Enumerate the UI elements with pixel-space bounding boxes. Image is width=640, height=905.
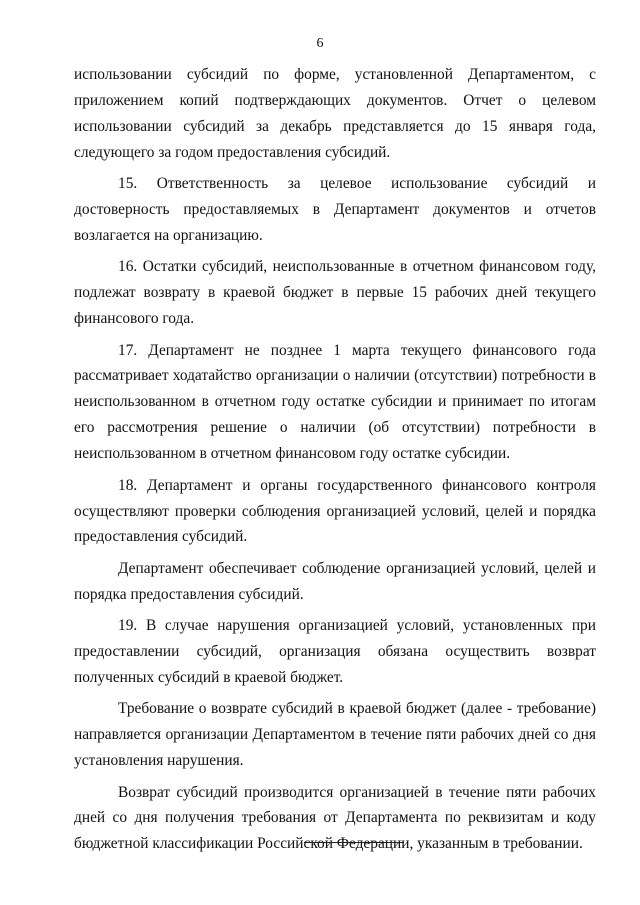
paragraph-19-requirement: Требование о возврате субсидий в краевой бюджет (далее - требование) направляется организации Департаментом в течение пяти рабочих дней со дня установления нарушения. — [74, 700, 596, 770]
paragraph-continuation: использовании субсидий по форме, установленной Департаментом, с приложением копий подтверждающих документов. Отчет о целевом использовании субсидий за декабрь представляется до 15 января года, следующего за годом предоставления субсидий. — [74, 66, 596, 161]
document-body — [74, 62, 596, 863]
page-number: 6 — [316, 36, 324, 51]
paragraph-19: 19. В случае нарушения организацией условий, установленных при предоставлении субсидий, организация обязана осуществить возврат полученных субсидий в краевой бюджет. — [74, 617, 596, 686]
paragraph-15: 15. Ответственность за целевое использование субсидий и достоверность предоставляемых в Департамент документов и отчетов возлагается на организацию. — [74, 175, 596, 244]
paragraph-18: 18. Департамент и органы государственного финансового контроля осуществляют проверки соблюдения организацией условий, целей и порядка предоставления субсидий. — [74, 476, 596, 546]
paragraph-16: 16. Остатки субсидий, неиспользованные в отчетном финансовом году, подлежат возврату в краевой бюджет в первые 15 рабочих дней текущего финансового года. — [74, 258, 596, 328]
paragraph-19-refund: Возврат субсидий производится организацией в течение пяти рабочих дней со дня получения требования от Департамента по реквизитам и коду бюджетной классификации Российской Федерации, указанным в требовании. — [74, 783, 596, 853]
paragraph-18-department-duty: Департамент обеспечивает соблюдение организацией условий, целей и порядка предоставления субсидий. — [74, 559, 596, 603]
end-of-document-rule — [304, 842, 404, 843]
paragraph-17: 17. Департамент не позднее 1 марта текущего финансового года рассматривает ходатайство организации о наличии (отсутствии) потребности в неиспользованном в отчетном году остатке субсидии и принимает по итогам его рассмотрения решение о наличии (об отсутствии) потребности в неиспользованном в отчетном финансовом году остатке субсидии. — [74, 341, 596, 463]
